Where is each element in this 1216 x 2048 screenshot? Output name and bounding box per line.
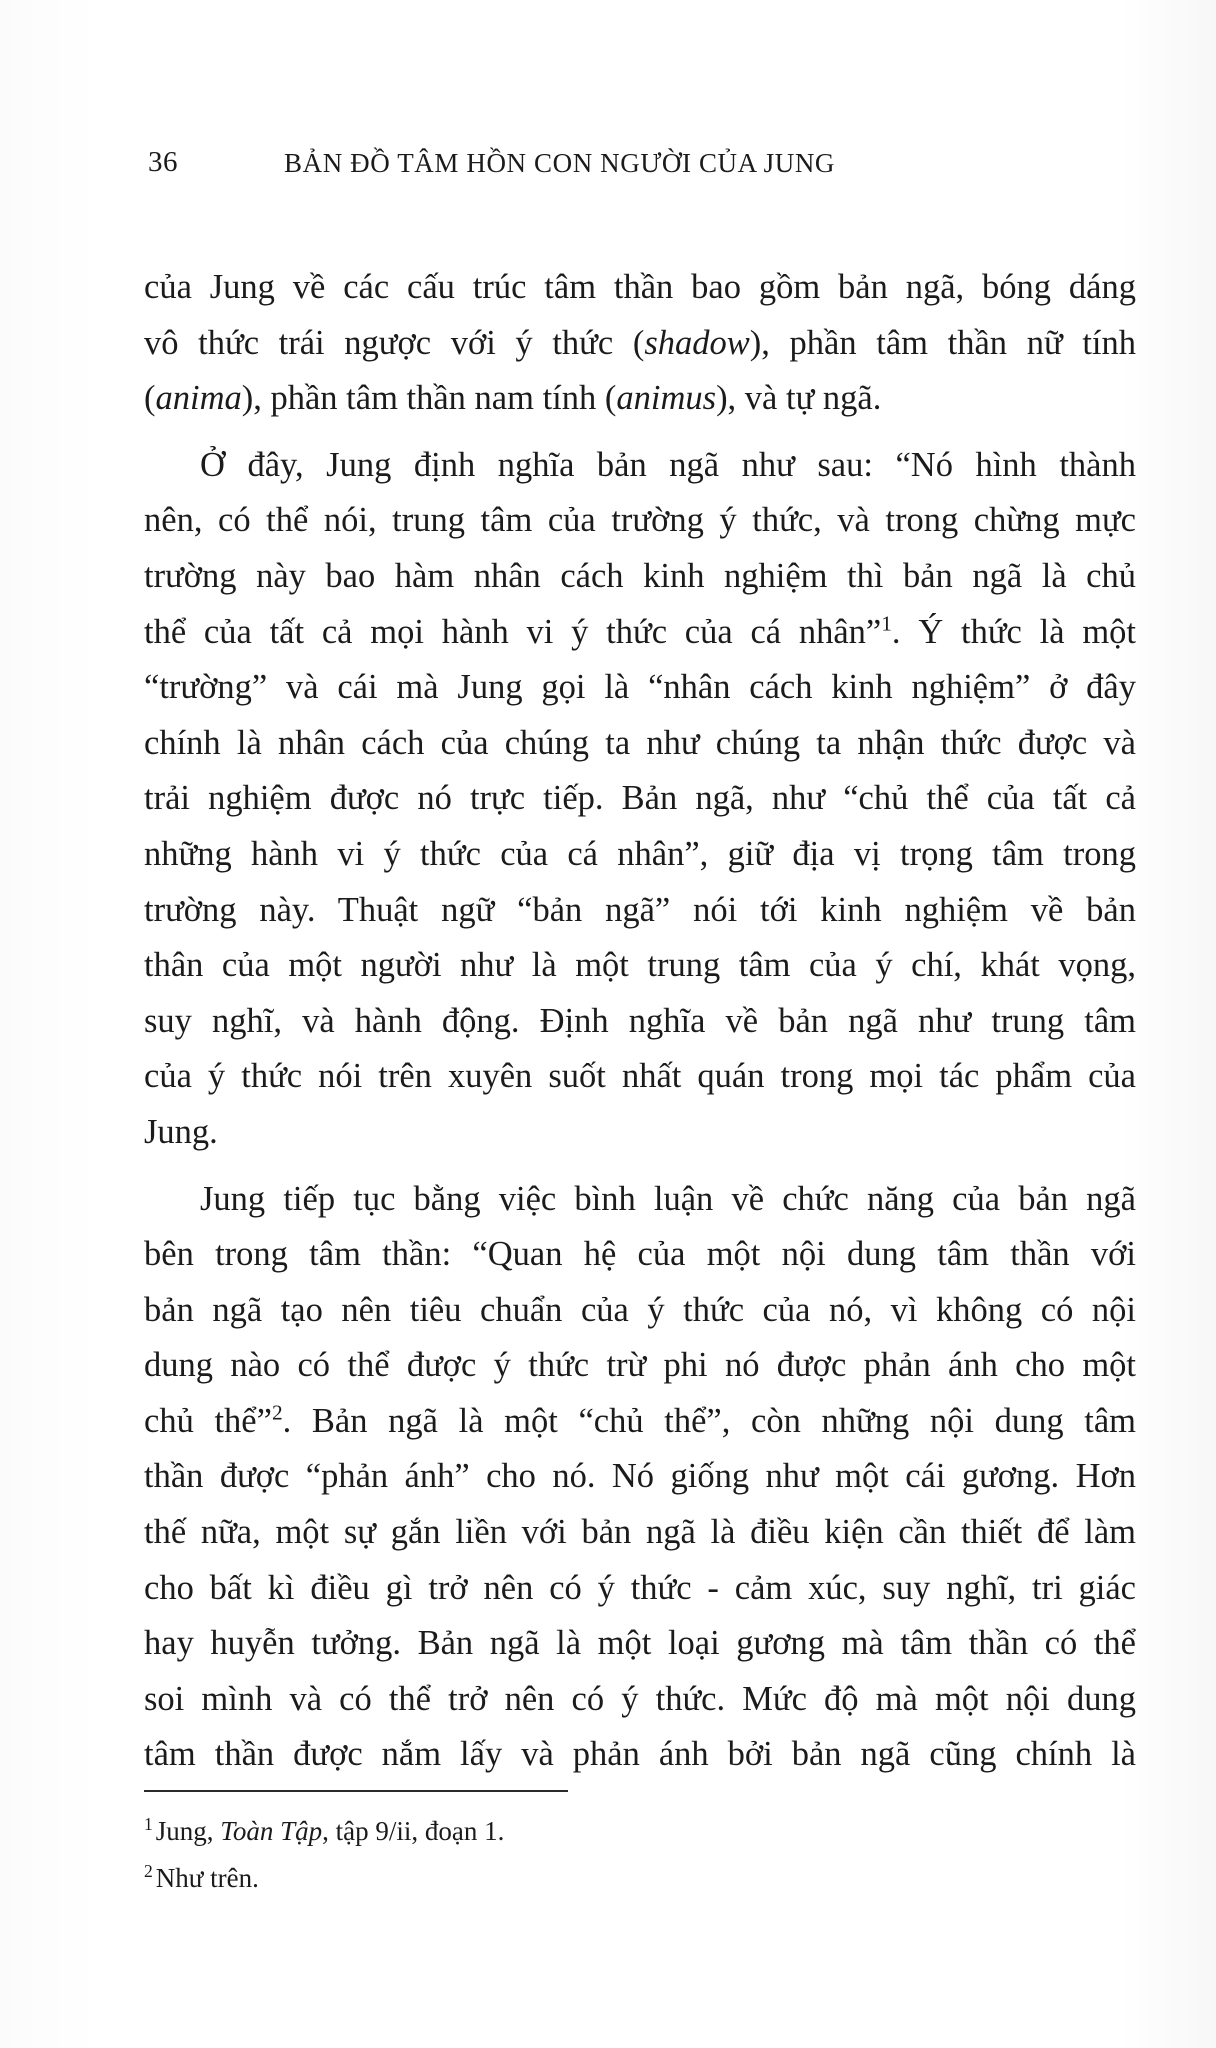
body-line: tâm thần được nắm lấy và phản ánh bởi bản ngã cũng chính là — [144, 1735, 1136, 1774]
body-line: thân của một người như là một trung tâm của ý chí, khát vọng, — [144, 946, 1136, 985]
body-line: thế nữa, một sự gắn liền với bản ngã là điều kiện cần thiết để làm — [144, 1513, 1136, 1552]
footnotes — [144, 1808, 1124, 1902]
body-line: của ý thức nói trên xuyên suốt nhất quán trong mọi tác phẩm của — [144, 1057, 1136, 1096]
body-line: Jung tiếp tục bằng việc bình luận về chức năng của bản ngã — [200, 1179, 1136, 1218]
italic-term: anima — [155, 379, 242, 418]
body-line: bên trong tâm thần: “Quan hệ của một nội dung tâm thần với — [144, 1235, 1136, 1274]
body-line: hay huyễn tưởng. Bản ngã là một loại gương mà tâm thần có thể — [144, 1624, 1136, 1663]
body-line: soi mình và có thể trở nên có ý thức. Mức độ mà một nội dung — [144, 1679, 1136, 1718]
running-header — [148, 146, 1148, 186]
body-line: vô thức trái ngược với ý thức (shadow), phần tâm thần nữ tính — [144, 323, 1136, 362]
footnote-reference[interactable]: 2 — [271, 1400, 283, 1425]
footnote-text: Jung, — [155, 1816, 221, 1846]
body-line-part: thể của tất cả mọi hành vi ý thức của cá nhân” — [144, 612, 882, 651]
footnote-reference[interactable]: 1 — [881, 611, 892, 636]
body-line: Ở đây, Jung định nghĩa bản ngã như sau: “Nó hình thành — [200, 445, 1136, 484]
body-line-part: . Ý thức là một — [891, 612, 1136, 651]
italic-term: animus — [616, 379, 717, 418]
footnote-mark: 1 — [144, 1814, 153, 1834]
body-text — [144, 260, 1136, 1783]
body-line-part: . Bản ngã là một “chủ thể”, còn những nội dung tâm — [282, 1401, 1136, 1440]
footnote-text: , tập 9/ii, đoạn 1. — [322, 1816, 505, 1846]
footnote-divider — [144, 1790, 568, 1792]
body-line: Jung. — [144, 1112, 218, 1151]
body-line — [144, 1394, 1136, 1450]
book-title: BẢN ĐỒ TÂM HỒN CON NGƯỜI CỦA JUNG — [284, 148, 836, 178]
body-line: thần được “phản ánh” cho nó. Nó giống như một cái gương. Hơn — [144, 1457, 1136, 1496]
body-line: “trường” và cái mà Jung gọi là “nhân cách kinh nghiệm” ở đây — [144, 668, 1136, 707]
body-line: chính là nhân cách của chúng ta như chúng ta nhận thức được và — [144, 723, 1136, 762]
body-line: nên, có thể nói, trung tâm của trường ý thức, và trong chừng mực — [144, 501, 1136, 540]
body-line: trường này. Thuật ngữ “bản ngã” nói tới kinh nghiệm về bản — [144, 890, 1136, 929]
body-line: dung nào có thể được ý thức trừ phi nó được phản ánh cho một — [144, 1346, 1136, 1385]
body-line — [144, 605, 1136, 661]
body-line: những hành vi ý thức của cá nhân”, giữ địa vị trọng tâm trong — [144, 834, 1136, 873]
body-line: của Jung về các cấu trúc tâm thần bao gồm bản ngã, bóng dáng — [144, 268, 1136, 306]
body-line: bản ngã tạo nên tiêu chuẩn của ý thức của nó, vì không có nội — [144, 1290, 1136, 1329]
footnote-mark: 2 — [144, 1861, 153, 1881]
body-line: cho bất kì điều gì trở nên có ý thức - cảm xúc, suy nghĩ, tri giác — [144, 1568, 1136, 1607]
footnote-1 — [144, 1808, 1124, 1855]
footnote-2 — [144, 1855, 1124, 1902]
body-line: trải nghiệm được nó trực tiếp. Bản ngã, như “chủ thể của tất cả — [144, 779, 1136, 818]
footnote-text: Như trên. — [155, 1863, 259, 1893]
footnote-italic-title: Toàn Tập — [220, 1816, 323, 1846]
body-line: suy nghĩ, và hành động. Định nghĩa về bản ngã như trung tâm — [144, 1001, 1136, 1040]
body-line: (anima), phần tâm thần nam tính (animus), và tự ngã. — [144, 379, 882, 418]
body-line-part: chủ thể” — [144, 1401, 272, 1440]
italic-term: shadow — [644, 323, 750, 362]
page-number: 36 — [148, 146, 178, 178]
body-line: trường này bao hàm nhân cách kinh nghiệm thì bản ngã là chủ — [144, 556, 1136, 595]
